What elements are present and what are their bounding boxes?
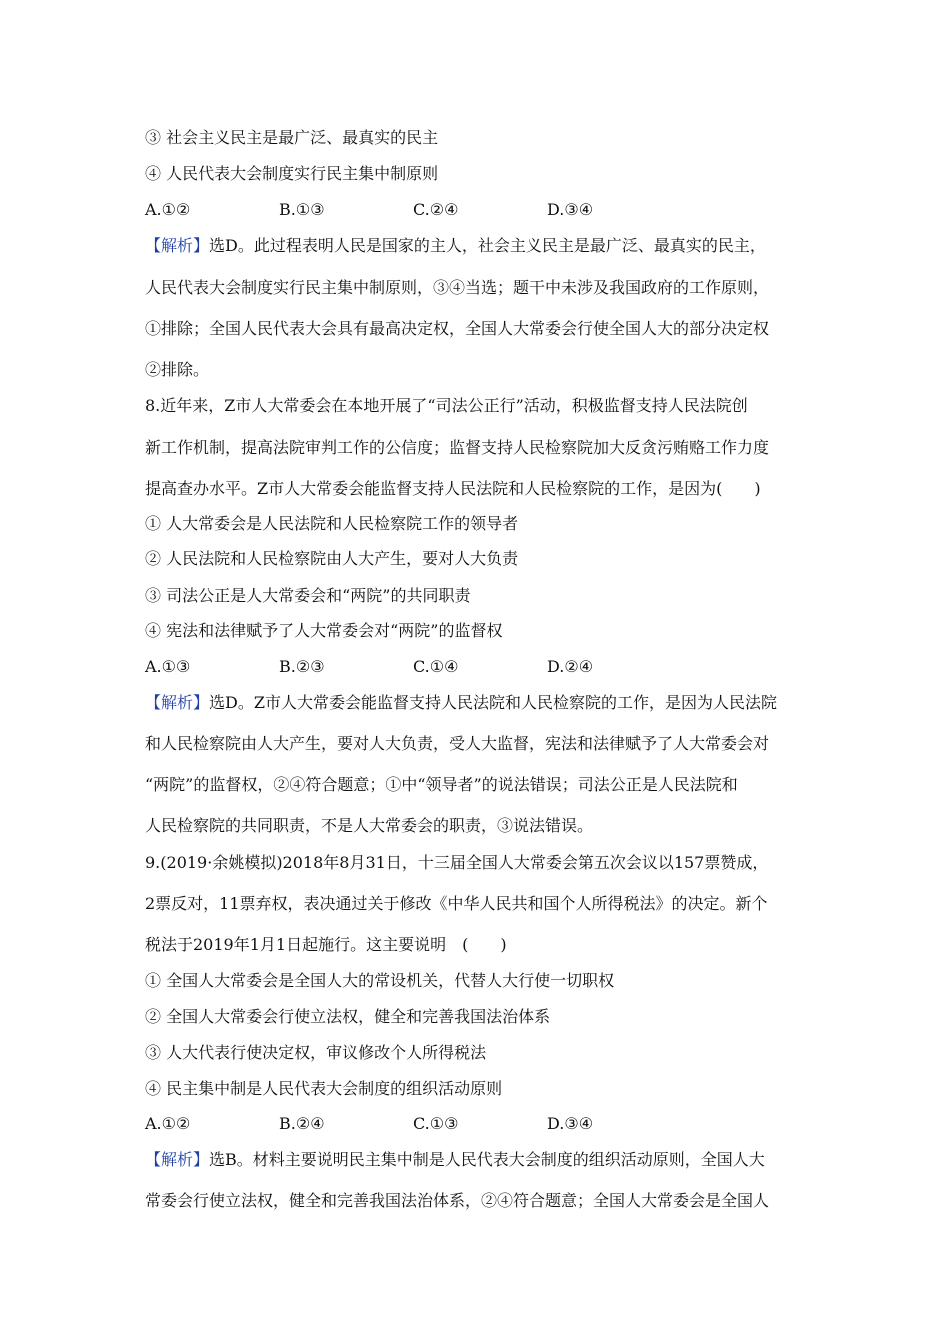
q8-stem-line-1: 8.近年来，Z市人大常委会在本地开展了“司法公正行”活动，积极监督支持人民法院创 — [145, 396, 748, 415]
q8-analysis-line-4: 人民检察院的共同职责，不是人大常委会的职责，③说法错误。 — [145, 816, 594, 835]
q8-option-b: B.②③ — [279, 657, 325, 676]
q8-item-2: ② 人民法院和人民检察院由人大产生，要对人大负责 — [145, 549, 519, 568]
q8-option-a: A.①③ — [145, 657, 191, 676]
q8-item-4: ④ 宪法和法律赋予了人大常委会对“两院”的监督权 — [145, 621, 503, 640]
q9-option-d: D.③④ — [547, 1114, 594, 1133]
q9-option-a: A.①② — [145, 1114, 191, 1133]
q8-option-c: C.①④ — [413, 657, 459, 676]
q9-stem-line-2: 2票反对，11票弃权，表决通过关于修改《中华人民共和国个人所得税法》的决定。新个 — [145, 894, 768, 913]
q7-option-a: A.①② — [145, 200, 191, 219]
q8-stem-line-3: 提高查办水平。Z市人大常委会能监督支持人民法院和人民检察院的工作，是因为( ) — [145, 479, 761, 498]
q9-options — [145, 1114, 681, 1134]
q7-item-4: ④ 人民代表大会制度实行民主集中制原则 — [145, 164, 439, 183]
q9-stem-line-1: 9.(2019·余姚模拟)2018年8月31日，十三届全国人大常委会第五次会议以157票赞成， — [145, 853, 769, 872]
q9-item-3: ③ 人大代表行使决定权，审议修改个人所得税法 — [145, 1043, 487, 1062]
q7-analysis-line-4: ②排除。 — [145, 360, 210, 379]
q9-stem-line-3: 税法于2019年1月1日起施行。这主要说明 ( ) — [145, 935, 507, 954]
analysis-tag: 【解析】 — [145, 693, 210, 712]
q8-analysis-line-1: 【解析】选D。Z市人大常委会能监督支持人民法院和人民检察院的工作，是因为人民法院 — [145, 693, 777, 712]
q7-analysis-line-1: 【解析】选D。此过程表明人民是国家的主人，社会主义民主是最广泛、最真实的民主， — [145, 236, 766, 255]
q8-stem-line-2: 新工作机制，提高法院审判工作的公信度；监督支持人民检察院加大反贪污贿赂工作力度 — [145, 438, 770, 457]
q7-option-b: B.①③ — [279, 200, 325, 219]
q8-options — [145, 657, 681, 677]
q8-item-1: ① 人大常委会是人民法院和人民检察院工作的领导者 — [145, 514, 519, 533]
q9-analysis-line-2: 常委会行使立法权，健全和完善我国法治体系，②④符合题意；全国人大常委会是全国人 — [145, 1191, 770, 1210]
q9-item-1: ① 全国人大常委会是全国人大的常设机关，代替人大行使一切职权 — [145, 971, 615, 990]
q9-item-2: ② 全国人大常委会行使立法权，健全和完善我国法治体系 — [145, 1007, 551, 1026]
q7-options — [145, 200, 681, 220]
q9-option-c: C.①③ — [413, 1114, 459, 1133]
q9-item-4: ④ 民主集中制是人民代表大会制度的组织活动原则 — [145, 1079, 503, 1098]
q9-analysis-line-1: 【解析】选B。材料主要说明民主集中制是人民代表大会制度的组织活动原则，全国人大 — [145, 1150, 765, 1169]
q7-option-d: D.③④ — [547, 200, 594, 219]
analysis-tag: 【解析】 — [145, 236, 210, 255]
q8-option-d: D.②④ — [547, 657, 594, 676]
q7-analysis-line-2: 人民代表大会制度实行民主集中制原则，③④当选；题干中未涉及我国政府的工作原则， — [145, 278, 770, 297]
q8-analysis-line-3: “两院”的监督权，②④符合题意；①中“领导者”的说法错误；司法公正是人民法院和 — [145, 775, 738, 794]
q7-option-c: C.②④ — [413, 200, 459, 219]
q9-option-b: B.②④ — [279, 1114, 325, 1133]
analysis-tag: 【解析】 — [145, 1150, 210, 1169]
q8-item-3: ③ 司法公正是人大常委会和“两院”的共同职责 — [145, 586, 471, 605]
q7-item-3: ③ 社会主义民主是最广泛、最真实的民主 — [145, 128, 439, 147]
q7-analysis-line-3: ①排除；全国人民代表大会具有最高决定权，全国人大常委会行使全国人大的部分决定权 — [145, 319, 770, 338]
q8-analysis-line-2: 和人民检察院由人大产生，要对人大负责，受人大监督，宪法和法律赋予了人大常委会对 — [145, 734, 770, 753]
